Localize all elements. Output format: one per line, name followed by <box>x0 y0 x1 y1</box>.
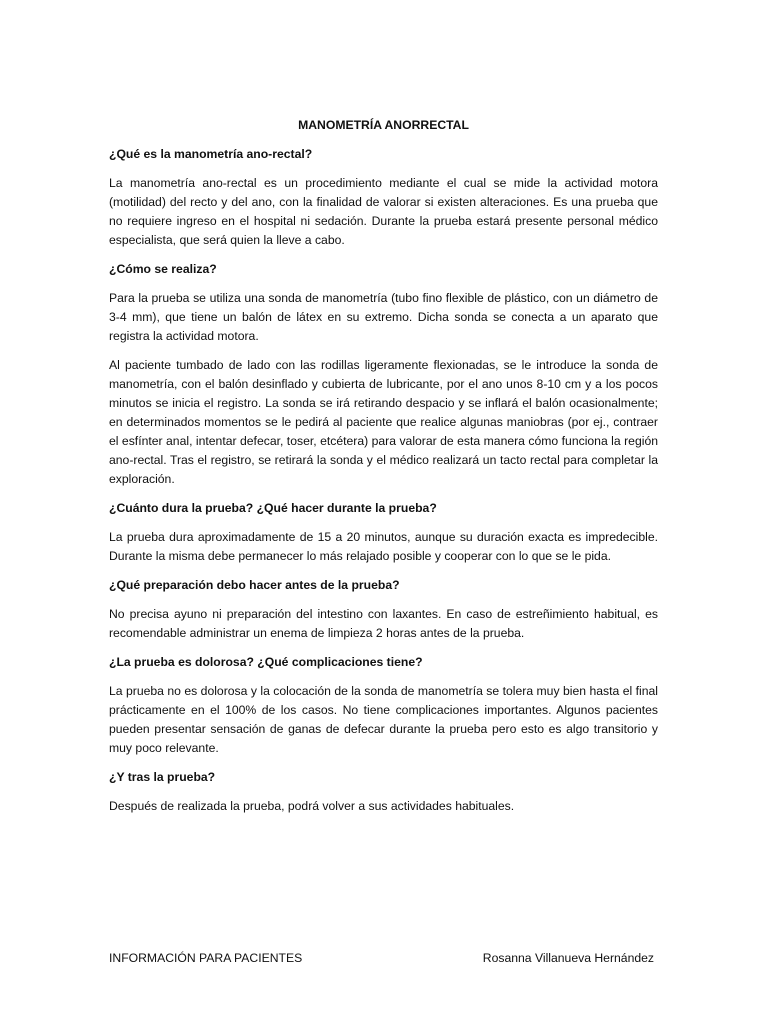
footer-left-text: INFORMACIÓN PARA PACIENTES <box>109 951 303 965</box>
section-how-done <box>109 260 658 489</box>
section-what-is <box>109 145 658 250</box>
footer-author: Rosanna Villanueva Hernández <box>482 951 654 965</box>
section-paragraph: La prueba no es dolorosa y la colocación de la sonda de manometría se tolera muy bien hasta el final prácticamente en el 100% de los casos. No tiene complicaciones importantes. Algunos pacientes pueden presentar sensación de ganas de defecar durante la prueba pero esto es algo transitorio y muy poco relevante. <box>109 684 658 755</box>
section-heading: ¿Y tras la prueba? <box>109 770 216 784</box>
section-duration <box>109 499 658 566</box>
section-heading: ¿Cómo se realiza? <box>109 262 217 276</box>
section-paragraph: No precisa ayuno ni preparación del intestino con laxantes. En caso de estreñimiento habitual, es recomendable administrar un enema de limpieza 2 horas antes de la prueba. <box>109 607 658 640</box>
section-paragraph: La manometría ano-rectal es un procedimiento mediante el cual se mide la actividad motora (motilidad) del recto y del ano, con la finalidad de valorar si existen alteraciones. Es una prueba que no requiere ingreso en el hospital ni sedación. Durante la prueba estará presente personal médico especialista, que será quien la lleve a cabo. <box>109 176 658 247</box>
section-preparation <box>109 576 658 643</box>
section-paragraph: La prueba dura aproximadamente de 15 a 20 minutos, aunque su duración exacta es impredecible. Durante la misma debe permanecer lo más relajado posible y cooperar con lo que se le pida. <box>109 530 658 563</box>
section-heading: ¿Cuánto dura la prueba? ¿Qué hacer durante la prueba? <box>109 501 437 515</box>
section-pain-complications <box>109 653 658 758</box>
section-paragraph: Después de realizada la prueba, podrá volver a sus actividades habituales. <box>109 799 515 813</box>
section-paragraph: Al paciente tumbado de lado con las rodillas ligeramente flexionadas, se le introduce la sonda de manometría, con el balón desinflado y cubierta de lubricante, por el ano unos 8-10 cm y a los pocos minutos se inicia el registro. La sonda se irá retirando despacio y se inflará el balón ocasionalmente; en determinados momentos se le pedirá al paciente que realice algunas maniobras (por ej., contraer el esfínter anal, intentar defecar, toser, etcétera) para valorar de esta manera cómo funciona la región ano-rectal. Tras el registro, se retirará la sonda y el médico realizará un tacto rectal para completar la exploración. <box>109 358 658 486</box>
section-after <box>109 768 658 816</box>
document-body <box>109 116 658 826</box>
section-heading: ¿La prueba es dolorosa? ¿Qué complicaciones tiene? <box>109 655 423 669</box>
document-title: MANOMETRÍA ANORRECTAL <box>298 118 469 132</box>
section-paragraph: Para la prueba se utiliza una sonda de manometría (tubo fino flexible de plástico, con un diámetro de 3-4 mm), que tiene un balón de látex en su extremo. Dicha sonda se conecta a un aparato que registra la actividad motora. <box>109 291 658 343</box>
section-heading: ¿Qué es la manometría ano-rectal? <box>109 147 313 161</box>
section-heading: ¿Qué preparación debo hacer antes de la prueba? <box>109 578 400 592</box>
